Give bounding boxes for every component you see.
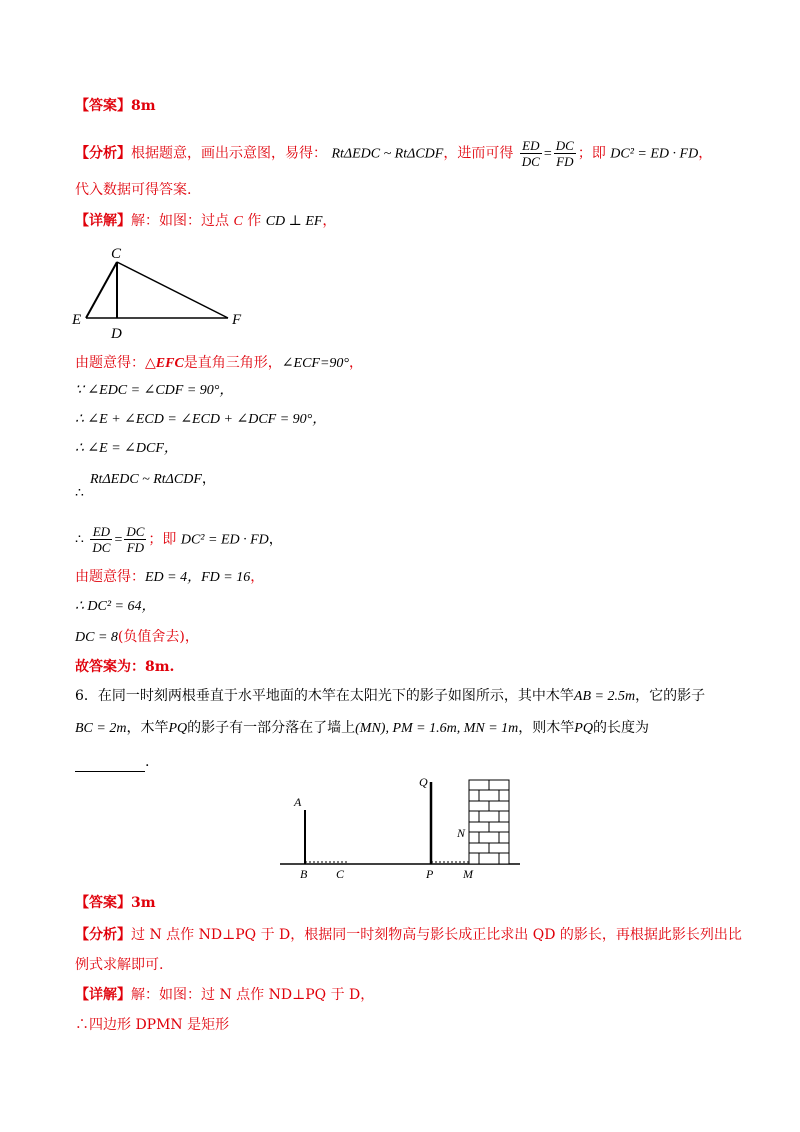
analysis-equals: = xyxy=(543,146,552,162)
q6-text-3: ，木竿 xyxy=(126,720,169,736)
detail2-tag: 【详解】 xyxy=(75,987,131,1003)
detail2-line-1 xyxy=(75,985,374,1005)
label-d: D xyxy=(111,326,122,342)
step-6-fraction-1: $\frac{ED}{DC}$ xyxy=(92,524,111,555)
step-1 xyxy=(75,353,363,374)
step-9-formula: DC = 8 xyxy=(75,630,118,645)
step-5-text: RtΔEDC ~ RtΔCDF xyxy=(90,472,202,487)
step-1-formula: ∠ECF=90° xyxy=(281,356,350,371)
analysis-sep: ，进而可得 xyxy=(443,145,514,162)
q6-line-3 xyxy=(75,752,149,772)
detail-text2: 作 xyxy=(247,213,262,229)
step-1-text2: 是直角三角形， xyxy=(183,355,282,371)
label-a: A xyxy=(294,795,302,809)
step-6 xyxy=(75,524,283,555)
analysis-line-2: 代入数据可得答案. xyxy=(75,182,192,198)
step-1-text: 由题意得：△ xyxy=(75,355,156,371)
analysis2-line-2: 例式求解即可. xyxy=(75,957,164,973)
analysis-end: ， xyxy=(698,145,713,162)
step-4: ∴ ∠E = ∠DCF， xyxy=(75,441,178,456)
q6-text-4: 的影子有一部分落在了墙上 xyxy=(187,720,356,736)
q6-text-6: 的长度为 xyxy=(592,720,649,736)
brick-wall xyxy=(469,780,509,864)
analysis-text: 根据题意，画出示意图，易得： xyxy=(131,145,327,162)
shadow-figure xyxy=(270,770,530,885)
label-q: Q xyxy=(419,775,428,789)
q6-formula-bc: BC = 2m xyxy=(75,721,127,736)
analysis-sep2: ；即 xyxy=(577,145,606,162)
q6-var-pq: PQ xyxy=(168,721,188,736)
analysis-tag: 【分析】 xyxy=(75,145,131,162)
detail-var: C xyxy=(233,214,243,229)
detail-tag: 【详解】 xyxy=(75,213,131,229)
answer-line-2 xyxy=(75,893,156,913)
edge-cf xyxy=(117,262,228,318)
answer-line-1 xyxy=(75,96,156,116)
step-5-relation xyxy=(90,469,216,490)
q6-var-pq-2: PQ xyxy=(574,721,593,736)
detail2-line-2: ∴四边形 DPMN 是矩形 xyxy=(75,1017,230,1033)
analysis-fraction-2: $\frac{DC}{FD}$ xyxy=(555,138,574,169)
label-f: F xyxy=(232,312,242,328)
q6-formula-mn: (MN), PM = 1.6m, MN = 1m xyxy=(355,721,519,736)
q6-end: . xyxy=(145,754,150,770)
step-3: ∴ ∠E + ∠ECD = ∠ECD + ∠DCF = 90°， xyxy=(75,412,327,427)
step-7 xyxy=(75,567,264,588)
step-10: 故答案为：8m. xyxy=(75,659,175,675)
analysis-similarity: RtΔEDC ~ RtΔCDF xyxy=(331,146,444,162)
answer-blank[interactable] xyxy=(75,757,145,772)
step-7-formula: ED = 4，FD = 16 xyxy=(145,570,251,585)
detail2-text: 解：如图：过 N 点作 ND⊥PQ 于 D， xyxy=(131,987,375,1003)
analysis-formula: DC² = ED · FD xyxy=(610,146,699,162)
analysis-line-1 xyxy=(75,138,712,169)
step-9 xyxy=(75,627,199,648)
step-5-end: ， xyxy=(201,472,216,487)
detail-text: 解：如图：过点 xyxy=(131,213,229,229)
step-6-equals: = xyxy=(114,532,123,548)
analysis2-tag: 【分析】 xyxy=(75,927,131,943)
answer2-tag: 【答案】 xyxy=(75,895,131,911)
step-6-formula: DC² = ED · FD xyxy=(180,532,269,548)
label-m: M xyxy=(463,867,473,881)
answer2-value: 3m xyxy=(131,895,156,911)
q6-line-1 xyxy=(75,686,705,707)
step-8: ∴ DC² = 64， xyxy=(75,599,156,614)
q6-text-1: 6．在同一时刻两根垂直于水平地面的木竿在太阳光下的影子如图所示，其中木竿 xyxy=(75,688,574,704)
step-2: ∵ ∠EDC = ∠CDF = 90°， xyxy=(75,383,234,398)
analysis2-text: 过 N 点作 ND⊥PQ 于 D，根据同一时刻物高与影长成正比求出 QD 的影长，再根据此影长列出比 xyxy=(131,927,742,943)
triangle-figure xyxy=(60,240,270,345)
step-1-var: EFC xyxy=(155,356,184,371)
analysis-fraction-1: $\frac{ED}{DC}$ xyxy=(521,138,540,169)
label-e: E xyxy=(72,312,82,328)
step-7-end: ， xyxy=(250,569,265,585)
answer-tag: 【答案】 xyxy=(75,98,131,114)
label-n: N xyxy=(457,826,466,840)
step-9-text: (负值舍去)， xyxy=(117,629,199,645)
q6-formula-ab: AB = 2.5m xyxy=(573,689,636,704)
step-6-symbol: ∴ xyxy=(75,531,84,548)
label-c: C xyxy=(111,246,122,262)
step-6-end: ， xyxy=(268,531,283,548)
answer-value: 8m xyxy=(131,98,156,114)
detail-formula: CD ⊥ EF xyxy=(265,214,323,229)
q6-text-5: ，则木竿 xyxy=(518,720,575,736)
analysis2-line-1 xyxy=(75,925,742,945)
label-c2: C xyxy=(336,867,345,881)
step-6-fraction-2: $\frac{DC}{FD}$ xyxy=(126,524,145,555)
detail-end: ， xyxy=(322,213,337,229)
step-5-symbol: ∴ xyxy=(75,485,84,501)
step-6-sep: ；即 xyxy=(148,531,177,548)
detail-line-1 xyxy=(75,211,336,232)
step-1-end: ， xyxy=(349,355,364,371)
edge-ec xyxy=(86,262,117,318)
q6-line-2 xyxy=(75,718,649,739)
label-p: P xyxy=(426,867,434,881)
q6-text-2: ，它的影子 xyxy=(635,688,706,704)
step-7-text: 由题意得： xyxy=(75,569,145,585)
label-b: B xyxy=(300,867,308,881)
